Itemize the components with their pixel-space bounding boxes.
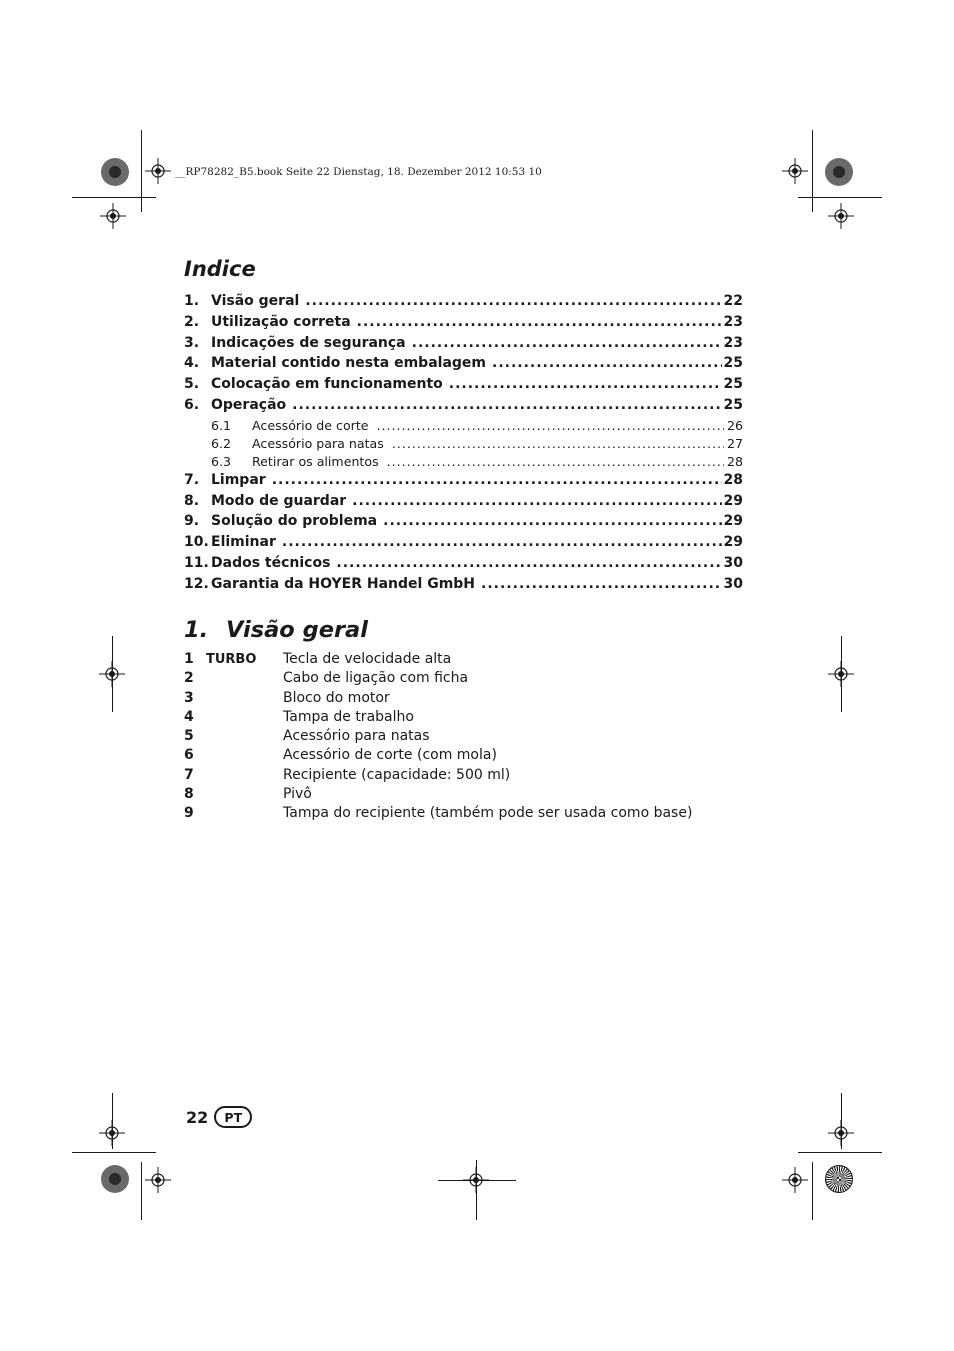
dot-leader bbox=[449, 376, 722, 392]
table-of-contents bbox=[184, 293, 743, 597]
toc-entry[interactable]: 8. Modo de guardar ..... 29 bbox=[184, 493, 743, 514]
registration-mark-icon bbox=[145, 158, 171, 184]
toc-entry[interactable]: 11. Dados técnicos ..... 30 bbox=[184, 555, 743, 576]
language-badge: PT bbox=[214, 1106, 252, 1128]
toc-heading: Indice bbox=[184, 257, 256, 281]
list-item: 2 Cabo de ligação com ficha bbox=[184, 670, 469, 687]
crop-mark bbox=[798, 197, 882, 198]
toc-entry[interactable]: 6. Operação ..... 25 bbox=[184, 397, 743, 418]
toc-entry[interactable]: 12. Garantia da HOYER Handel GmbH ..... 30 bbox=[184, 576, 743, 597]
crop-mark bbox=[141, 130, 142, 212]
dot-leader bbox=[292, 397, 721, 413]
registration-mark-icon bbox=[782, 158, 808, 184]
registration-mark-icon bbox=[99, 661, 125, 687]
dot-leader bbox=[392, 436, 724, 451]
section-number: 1. bbox=[184, 617, 209, 643]
dot-leader bbox=[336, 555, 721, 571]
dot-leader bbox=[357, 314, 722, 330]
toc-entry[interactable]: 2. Utilização correta ..... 23 bbox=[184, 314, 743, 335]
registration-mark-icon bbox=[463, 1167, 489, 1193]
crop-mark bbox=[141, 1162, 142, 1220]
registration-mark-icon bbox=[828, 203, 854, 229]
crop-mark bbox=[812, 130, 813, 212]
list-item: 8 Pivô bbox=[184, 786, 312, 803]
list-item: 9 Tampa do recipiente (também pode ser usada como base) bbox=[184, 805, 693, 822]
color-rosette-icon bbox=[825, 1165, 853, 1193]
section-title: Visão geral bbox=[226, 617, 368, 643]
toc-entry[interactable]: 10. Eliminar ..... 29 bbox=[184, 534, 743, 555]
toc-entry[interactable]: 9. Solução do problema ..... 29 bbox=[184, 513, 743, 534]
toc-entry[interactable]: 5. Colocação em funcionamento ..... 25 bbox=[184, 376, 743, 397]
toc-subentry[interactable]: 6.2 Acessório para natas ..... 27 bbox=[184, 436, 743, 454]
page-number: 22 bbox=[186, 1107, 209, 1127]
list-item: 3 Bloco do motor bbox=[184, 689, 390, 706]
dot-leader bbox=[387, 454, 724, 469]
toc-entry[interactable]: 7. Limpar ..... 28 bbox=[184, 472, 743, 493]
toc-entry[interactable]: 4. Material contido nesta embalagem ..... 25 bbox=[184, 355, 743, 376]
registration-mark-icon bbox=[99, 1120, 125, 1146]
crop-mark bbox=[812, 1162, 813, 1220]
color-rosette-icon bbox=[825, 158, 853, 186]
dot-leader bbox=[282, 534, 722, 550]
crop-mark bbox=[72, 197, 156, 198]
dot-leader bbox=[412, 335, 722, 351]
print-file-info: __RP78282_B5.book Seite 22 Dienstag, 18. Dezember 2012 10:53 10 bbox=[175, 166, 542, 178]
dot-leader bbox=[492, 355, 722, 371]
toc-entry[interactable]: 3. Indicações de segurança ..... 23 bbox=[184, 335, 743, 356]
toc-subentry[interactable]: 6.1 Acessório de corte ..... 26 bbox=[184, 418, 743, 436]
registration-mark-icon bbox=[828, 1120, 854, 1146]
registration-mark-icon bbox=[828, 661, 854, 687]
dot-leader bbox=[272, 472, 722, 488]
registration-mark-icon bbox=[782, 1167, 808, 1193]
toc-subentry[interactable]: 6.3 Retirar os alimentos ..... 28 bbox=[184, 454, 743, 472]
section-heading bbox=[184, 617, 368, 643]
list-item: 5 Acessório para natas bbox=[184, 728, 430, 745]
toc-entry[interactable]: 1. Visão geral ..... 22 bbox=[184, 293, 743, 314]
dot-leader bbox=[481, 576, 721, 592]
dot-leader bbox=[383, 513, 721, 529]
list-item: 7 Recipiente (capacidade: 500 ml) bbox=[184, 766, 511, 783]
list-item: 6 Acessório de corte (com mola) bbox=[184, 747, 497, 764]
registration-mark-icon bbox=[100, 203, 126, 229]
page-footer bbox=[186, 1106, 252, 1128]
dot-leader bbox=[305, 293, 721, 309]
crop-mark bbox=[798, 1152, 882, 1153]
list-item: 4 Tampa de trabalho bbox=[184, 708, 414, 725]
color-rosette-icon bbox=[101, 158, 129, 186]
dot-leader bbox=[377, 418, 724, 433]
parts-list bbox=[184, 651, 704, 825]
crop-mark bbox=[72, 1152, 156, 1153]
list-item: 1 TURBO Tecla de velocidade alta bbox=[184, 651, 452, 667]
color-rosette-icon bbox=[101, 1165, 129, 1193]
dot-leader bbox=[352, 493, 721, 509]
registration-mark-icon bbox=[145, 1167, 171, 1193]
